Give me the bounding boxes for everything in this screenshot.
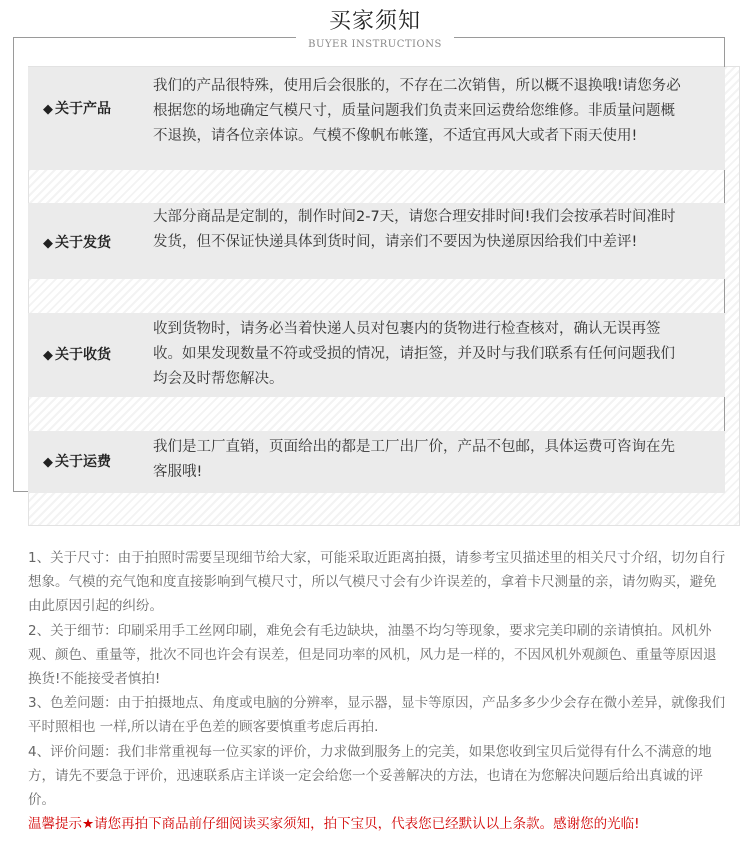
section-label-freight: ◆ 关于运费 [43,454,111,470]
page-subtitle: BUYER INSTRUCTIONS [308,39,442,50]
section-text-receiving: 收到货物时，请务必当着快递人员对包裹内的货物进行检查核对，确认无误再签收。如果发现数量不符或受损的情况，请拒签，并及时与我们联系有任何问题我们均会及时帮您解决。 [153,321,675,387]
header [0,6,750,51]
section-product [28,67,725,170]
section-label-shipping: ◆ 关于发货 [43,235,111,251]
notes [28,546,728,836]
warning-notice: 温馨提示★请您再拍下商品前仔细阅读买家须知，拍下宝贝，代表您已经默认以上条款。感谢您的光临! [28,816,640,833]
section-text-freight: 我们是工厂直销，页面给出的都是工厂出厂价，产品不包邮，具体运费可咨询在先客服哦! [153,439,675,480]
note-color: 3、色差问题：由于拍摄地点、角度或电脑的分辨率，显示器，显卡等原因，产品多多少少会存在微小差异，就像我们平时照相也 一样,所以请在乎色差的顾客要慎重考虑后再拍. [28,695,726,736]
note-detail: 2、关于细节：印刷采用手工丝网印刷，难免会有毛边缺块，油墨不均匀等现象，要求完美印刷的亲请慎拍。风机外观、颜色、重量等，批次不同也许会有误差，但是同功率的风机，风力是一样的，不因风机外观颜色、重量等原因退换货!不能接受者慎拍! [28,622,717,688]
diamond-bullet-icon: ◆ [43,455,53,470]
section-text-product: 我们的产品很特殊，使用后会很胀的，不存在二次销售，所以概不退换哦!请您务必根据您的场地确定气模尺寸，质量问题我们负责来回运费给您维修。非质量问题概不退换，请各位亲体谅。气模不像帆布帐篷，不适宜再风大或者下雨天使用! [153,78,681,144]
section-freight [28,431,725,493]
note-size: 1、关于尺寸：由于拍照时需要呈现细节给大家，可能采取近距离拍摄，请参考宝贝描述里的相关尺寸介绍，切勿自行想象。气模的充气饱和度直接影响到气模尺寸，所以气模尺寸会有少许误差的，拿着卡尺测量的亲，请勿购买，避免由此原因引起的纠纷。 [28,550,726,615]
diamond-bullet-icon: ◆ [43,348,53,363]
section-receiving [28,313,725,397]
section-label-receiving: ◆ 关于收货 [43,347,111,363]
section-shipping [28,203,725,279]
note-review: 4、评价问题：我们非常重视每一位买家的评价，力求做到服务上的完美，如果您收到宝贝后觉得有什么不满意的地方，请先不要急于评价，迅速联系店主详谈一定会给您一个妥善解决的方法，也请在为您解决问题后给出真诚的评价。 [28,743,712,809]
section-label-product: ◆ 关于产品 [43,101,111,117]
diamond-bullet-icon: ◆ [43,102,53,117]
diamond-bullet-icon: ◆ [43,236,53,251]
page-title: 买家须知 [328,9,421,34]
section-text-shipping: 大部分商品是定制的，制作时间2-7天，请您合理安排时间!我们会按承若时间准时发货，但不保证快递具体到货时间，请亲们不要因为快递原因给我们中差评! [153,209,676,250]
